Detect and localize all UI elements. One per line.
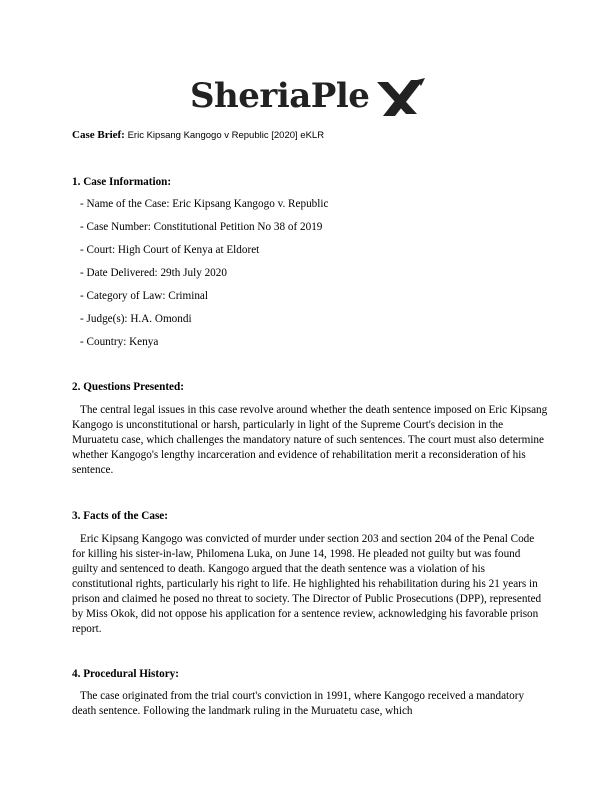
case-brief-line — [72, 128, 324, 143]
questions-presented-text: The central legal issues in this case revolve around whether the death sentence imposed on Eric Kipsang Kangogo is unconstitutional or harsh, particularly in light of the Supreme Court's decision in the Muruatetu case, which challenges the mandatory nature of such sentences. The court must also determine whether Kangogo's lengthy incarceration and evidence of rehabilitation merit a reconsideration of his sentence. — [72, 404, 548, 476]
facts-heading: 3. Facts of the Case: — [72, 510, 169, 522]
country-item: - Country: Kenya — [80, 336, 159, 348]
procedural-history-heading: 4. Procedural History: — [72, 668, 179, 680]
case-information-list — [80, 197, 328, 358]
logo-x-mark-icon — [375, 78, 425, 118]
questions-presented-heading: 2. Questions Presented: — [72, 381, 184, 393]
case-brief-label: Case Brief: — [72, 129, 125, 141]
case-number-item: - Case Number: Constitutional Petition No 38 of 2019 — [80, 221, 323, 233]
sheriaplex-logo — [190, 74, 430, 120]
facts-text: Eric Kipsang Kangogo was convicted of murder under section 203 and section 204 of the Penal Code for killing his sister-in-law, Philomena Luka, on June 14, 1998. He pleaded not guilty but was found guilty and sentenced to death. Kangogo argued that the death sentence was a violation of his constitutional rights, particularly his right to life. He highlighted his rehabilitation during his 21 years in prison and claimed he posed no threat to society. The Director of Public Prosecutions (DPP), represented by Miss Okok, did not oppose his application for a sentence review, acknowledging his favorable prison report. — [72, 533, 542, 635]
logo-wordmark: SheriaPle — [190, 76, 370, 116]
judges-item: - Judge(s): H.A. Omondi — [80, 313, 192, 325]
court-item: - Court: High Court of Kenya at Eldoret — [80, 244, 260, 256]
date-delivered-item: - Date Delivered: 29th July 2020 — [80, 267, 227, 279]
case-brief-title: Eric Kipsang Kangogo v Republic [2020] eKLR — [127, 130, 325, 141]
case-information-heading: 1. Case Information: — [72, 176, 172, 188]
procedural-history-text: The case originated from the trial court's conviction in 1991, where Kangogo received a mandatory death sentence. Following the landmark ruling in the Muruatetu case, which — [72, 690, 525, 717]
case-name-item: - Name of the Case: Eric Kipsang Kangogo v. Republic — [80, 198, 329, 210]
category-of-law-item: - Category of Law: Criminal — [80, 290, 209, 302]
